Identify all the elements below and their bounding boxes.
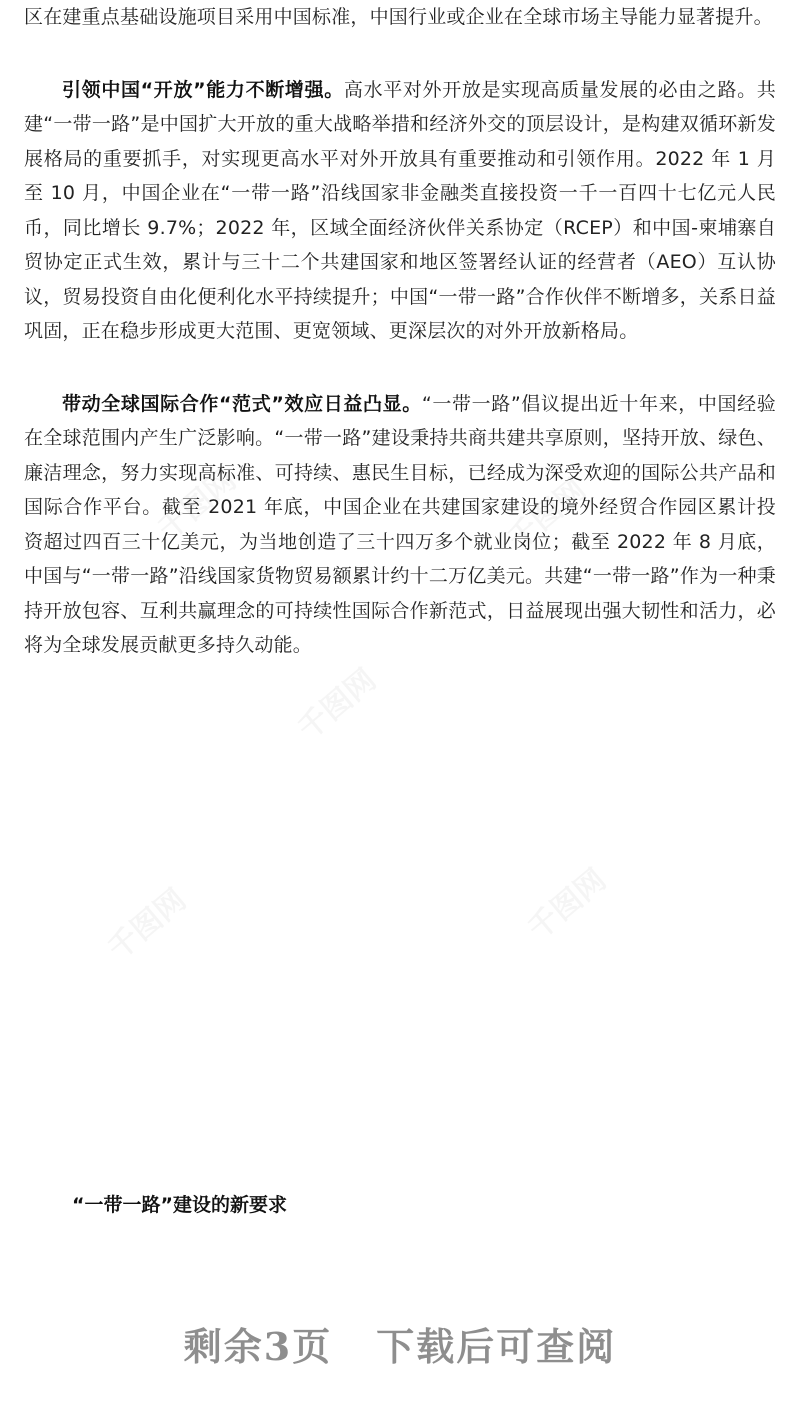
download-prompt-label[interactable]: 下载后可查阅 <box>376 1324 617 1369</box>
paragraph-standards: 区在建重点基础设施项目采用中国标准，中国行业或企业在全球市场主导能力显著提升。 <box>24 6 773 28</box>
paragraph-openness-body: 高水平对外开放是实现高质量发展的必由之路。共建“一带一路”是中国扩大开放的重大战略举措和经济外交的顶层设计，是构建双循环新发展格局的重要抓手，对实现更高水平对外开放具有重要推动和引领作用。2022 年 1 月至 10 月，中国企业在“一带一路”沿线国家非金融类直接投资一千一百四十七亿元人民币，同比增长 9.7%；2022 年，区域全面经济伙伴关系协定（RCEP）和中国-柬埔寨自贸协定正式生效，累计与三十二个共建国家和地区签署经认证的经营者（AEO）互认协议，贸易投资自由化便利化水平持续提升；中国“一带一路”合作伙伴不断增多，关系日益巩固，正在稳步形成更大范围、更宽领域、更深层次的对外开放新格局。 <box>24 78 776 342</box>
remaining-pages-label: 剩余3页 <box>183 1324 333 1369</box>
watermark: 千图网 <box>291 662 383 748</box>
paragraph-paradigm-lead: 带动全球国际合作“范式”效应日益凸显。 <box>62 392 422 415</box>
watermark: 千图网 <box>501 472 593 558</box>
paragraph-paradigm <box>24 387 776 663</box>
watermark: 千图网 <box>521 862 613 948</box>
section-heading: “一带一路”建设的新要求 <box>72 1194 287 1216</box>
paragraph-openness <box>24 73 776 349</box>
paragraph-openness-lead: 引领中国“开放”能力不断增强。 <box>62 78 344 101</box>
paragraph-paradigm-body: “一带一路”倡议提出近十年来，中国经验在全球范围内产生广泛影响。“一带一路”建设秉持共商共建共享原则，坚持开放、绿色、廉洁理念，努力实现高标准、可持续、惠民生目标，已经成为深受欢迎的国际公共产品和国际合作平台。截至 2021 年底，中国企业在共建国家建设的境外经贸合作园区累计投资超过四百三十亿美元，为当地创造了三十四万多个就业岗位；截至 2022 年 8 月底，中国与“一带一路”沿线国家货物贸易额累计约十二万亿美元。共建“一带一路”作为一种秉持开放包容、互利共赢理念的可持续性国际合作新范式，日益展现出强大韧性和活力，必将为全球发展贡献更多持久动能。 <box>24 392 776 656</box>
watermark: 千图网 <box>101 882 193 968</box>
document-body <box>24 0 776 663</box>
watermark: 千图网 <box>151 462 243 548</box>
download-banner[interactable] <box>0 1316 800 1371</box>
